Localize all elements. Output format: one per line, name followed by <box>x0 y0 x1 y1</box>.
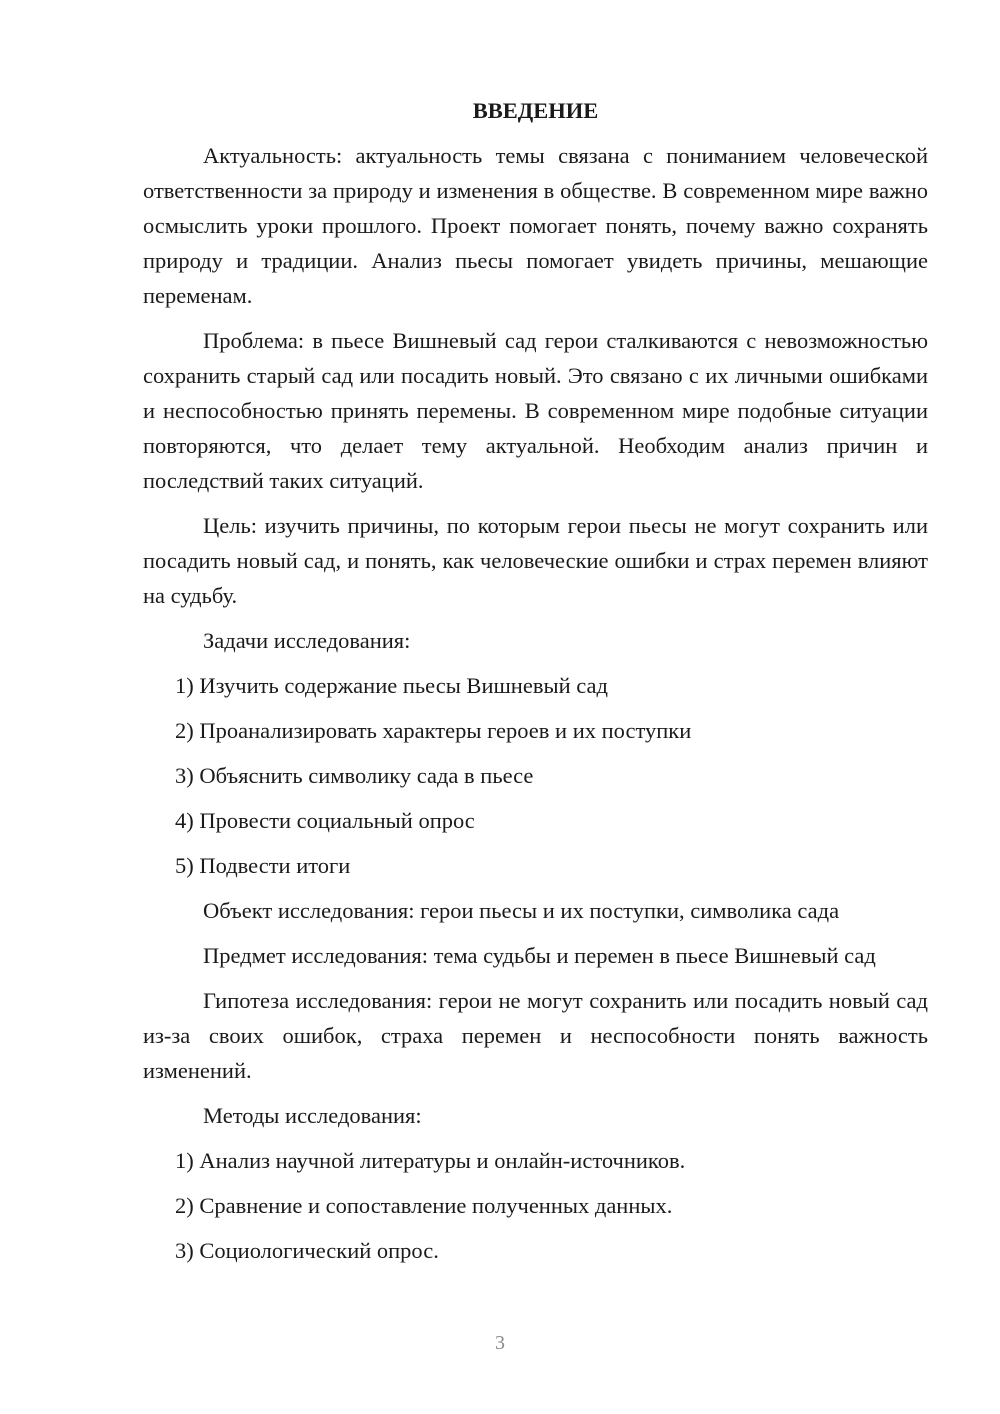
task-item: 1) Изучить содержание пьесы Вишневый сад <box>175 673 608 698</box>
document-body <box>143 96 928 1268</box>
research-subject: Предмет исследования: тема судьбы и перемен в пьесе Вишневый сад <box>203 943 876 968</box>
task-item: 3) Объяснить символику сада в пьесе <box>175 763 534 788</box>
task-item: 2) Проанализировать характеры героев и их поступки <box>175 718 692 743</box>
method-item: 2) Сравнение и сопоставление полученных данных. <box>175 1193 673 1218</box>
page-number: 3 <box>495 1332 505 1354</box>
paragraph-problem: Проблема: в пьесе Вишневый сад герои сталкиваются с невозможностью сохранить старый сад или посадить новый. Это связано с их личными ошибками и неспособностью принять перемены. В современном мире подобные ситуации повторяются, что делает тему актуальной. Необходим анализ причин и последствий таких ситуаций. <box>143 328 928 493</box>
method-item: 1) Анализ научной литературы и онлайн-источников. <box>175 1148 686 1173</box>
method-item: 3) Социологический опрос. <box>175 1238 439 1263</box>
paragraph-goal: Цель: изучить причины, по которым герои пьесы не могут сохранить или посадить новый сад, и понять, как человеческие ошибки и страх перемен влияют на судьбу. <box>143 513 928 608</box>
task-item: 5) Подвести итоги <box>175 853 351 878</box>
research-object: Объект исследования: герои пьесы и их поступки, символика сада <box>203 898 840 923</box>
paragraph-relevance: Актуальность: актуальность темы связана с пониманием человеческой ответственности за природу и изменения в обществе. В современном мире важно осмыслить уроки прошлого. Проект помогает понять, почему важно сохранять природу и традиции. Анализ пьесы помогает увидеть причины, мешающие переменам. <box>143 143 928 308</box>
methods-heading: Методы исследования: <box>203 1103 422 1128</box>
research-hypothesis: Гипотеза исследования: герои не могут сохранить или посадить новый сад из-за своих ошибок, страха перемен и неспособности понять важность изменений. <box>143 988 928 1083</box>
tasks-heading: Задачи исследования: <box>203 628 411 653</box>
task-item: 4) Провести социальный опрос <box>175 808 475 833</box>
page-title: ВВЕДЕНИЕ <box>472 98 599 123</box>
